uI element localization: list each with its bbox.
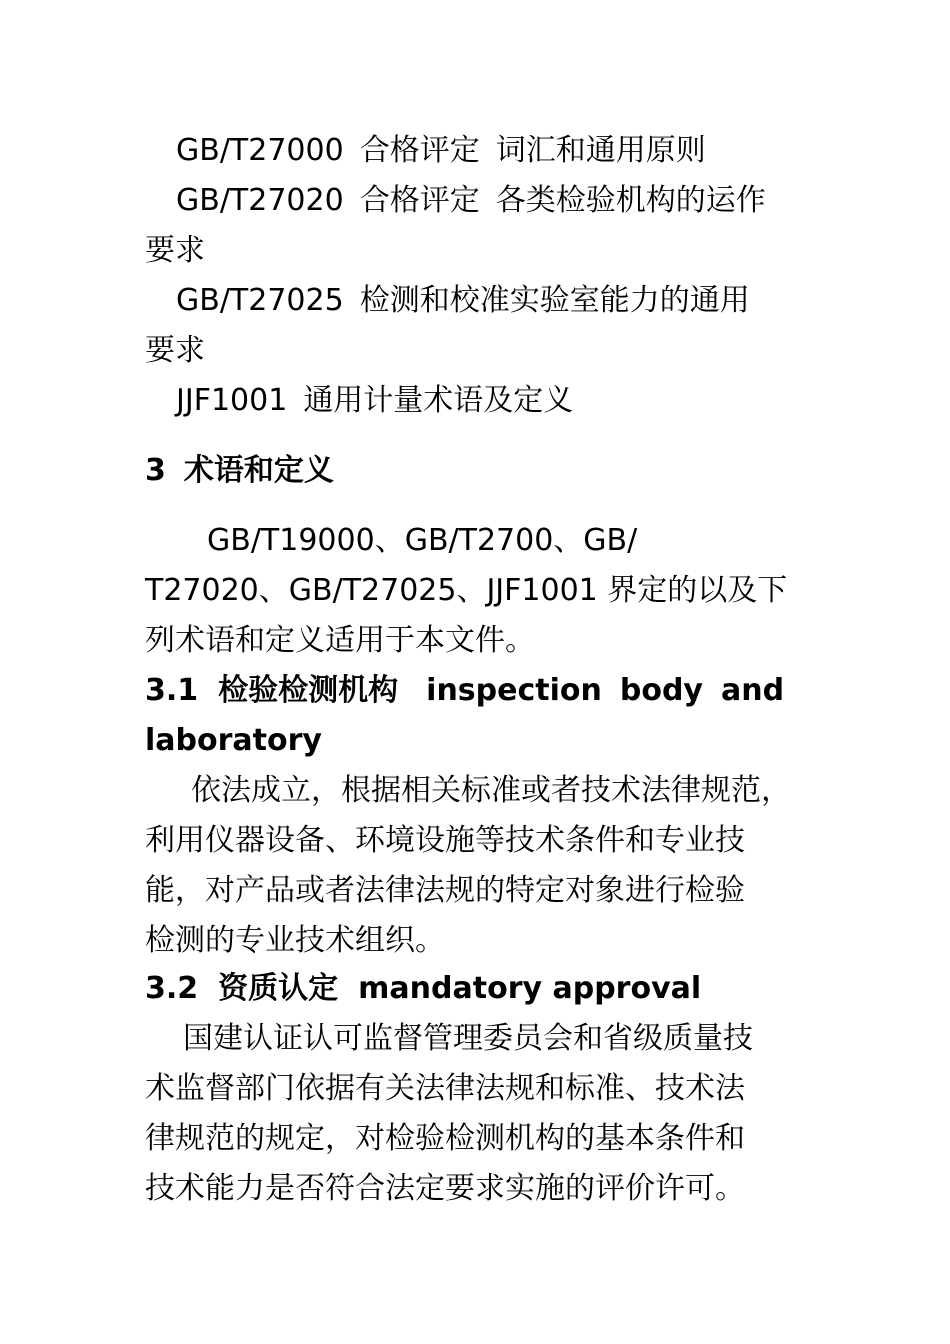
reference-title: 检测和校准实验室能力的通用: [359, 283, 750, 318]
definition-line: 能，对产品或者法律法规的特定对象进行检验: [145, 873, 745, 908]
reference-title: 合格评定: [359, 183, 480, 218]
reference-continuation: 要求: [145, 333, 205, 368]
intro-line: GB/T19000、GB/T2700、GB/: [207, 523, 638, 558]
reference-continuation: 要求: [145, 233, 205, 268]
reference-line: [176, 383, 573, 419]
reference-line: [176, 283, 750, 319]
definition-line: 技术能力是否符合法定要求实施的评价许可。: [145, 1171, 745, 1206]
reference-code: GB/T27000: [176, 133, 344, 168]
reference-line: [176, 183, 766, 219]
term-title-en: body: [619, 673, 703, 708]
intro-line: 列术语和定义适用于本文件。: [145, 623, 535, 658]
definition-line: 利用仪器设备、环境设施等技术条件和专业技: [145, 823, 745, 858]
definition-line: 依法成立，根据相关标准或者技术法律规范，: [191, 773, 791, 808]
reference-title: 通用计量术语及定义: [303, 383, 574, 418]
intro-line: T27020、GB/T27025、JJF1001 界定的以及下: [145, 573, 788, 608]
definition-line: 术监督部门依据有关法律法规和标准、技术法: [145, 1071, 745, 1106]
term-number: 3.2: [145, 971, 199, 1006]
term-title-zh: 检验检测机构: [218, 673, 399, 708]
definition-line: 检测的专业技术组织。: [145, 923, 445, 958]
definition-line: 国建认证认可监督管理委员会和省级质量技: [183, 1021, 753, 1056]
section-heading: [145, 453, 334, 489]
definition-line: 律规范的规定，对检验检测机构的基本条件和: [145, 1121, 745, 1156]
term-title-en: and: [720, 673, 785, 708]
term-heading: [145, 673, 784, 709]
section-number: 3: [145, 453, 166, 488]
reference-code: GB/T27020: [176, 183, 344, 218]
term-number: 3.1: [145, 673, 199, 708]
term-heading: [145, 971, 701, 1007]
reference-title: 各类检验机构的运作: [495, 183, 766, 218]
term-title-zh: 资质认定: [218, 971, 339, 1006]
reference-code: GB/T27025: [176, 283, 344, 318]
section-title: 术语和定义: [183, 453, 334, 488]
term-title-en: inspection: [426, 673, 602, 708]
reference-title: 合格评定: [359, 133, 480, 168]
reference-title: 词汇和通用原则: [495, 133, 706, 168]
term-title-en-cont: laboratory: [145, 723, 322, 758]
term-title-en: mandatory approval: [358, 971, 702, 1006]
reference-code: JJF1001: [176, 383, 288, 418]
reference-line: [176, 133, 706, 169]
